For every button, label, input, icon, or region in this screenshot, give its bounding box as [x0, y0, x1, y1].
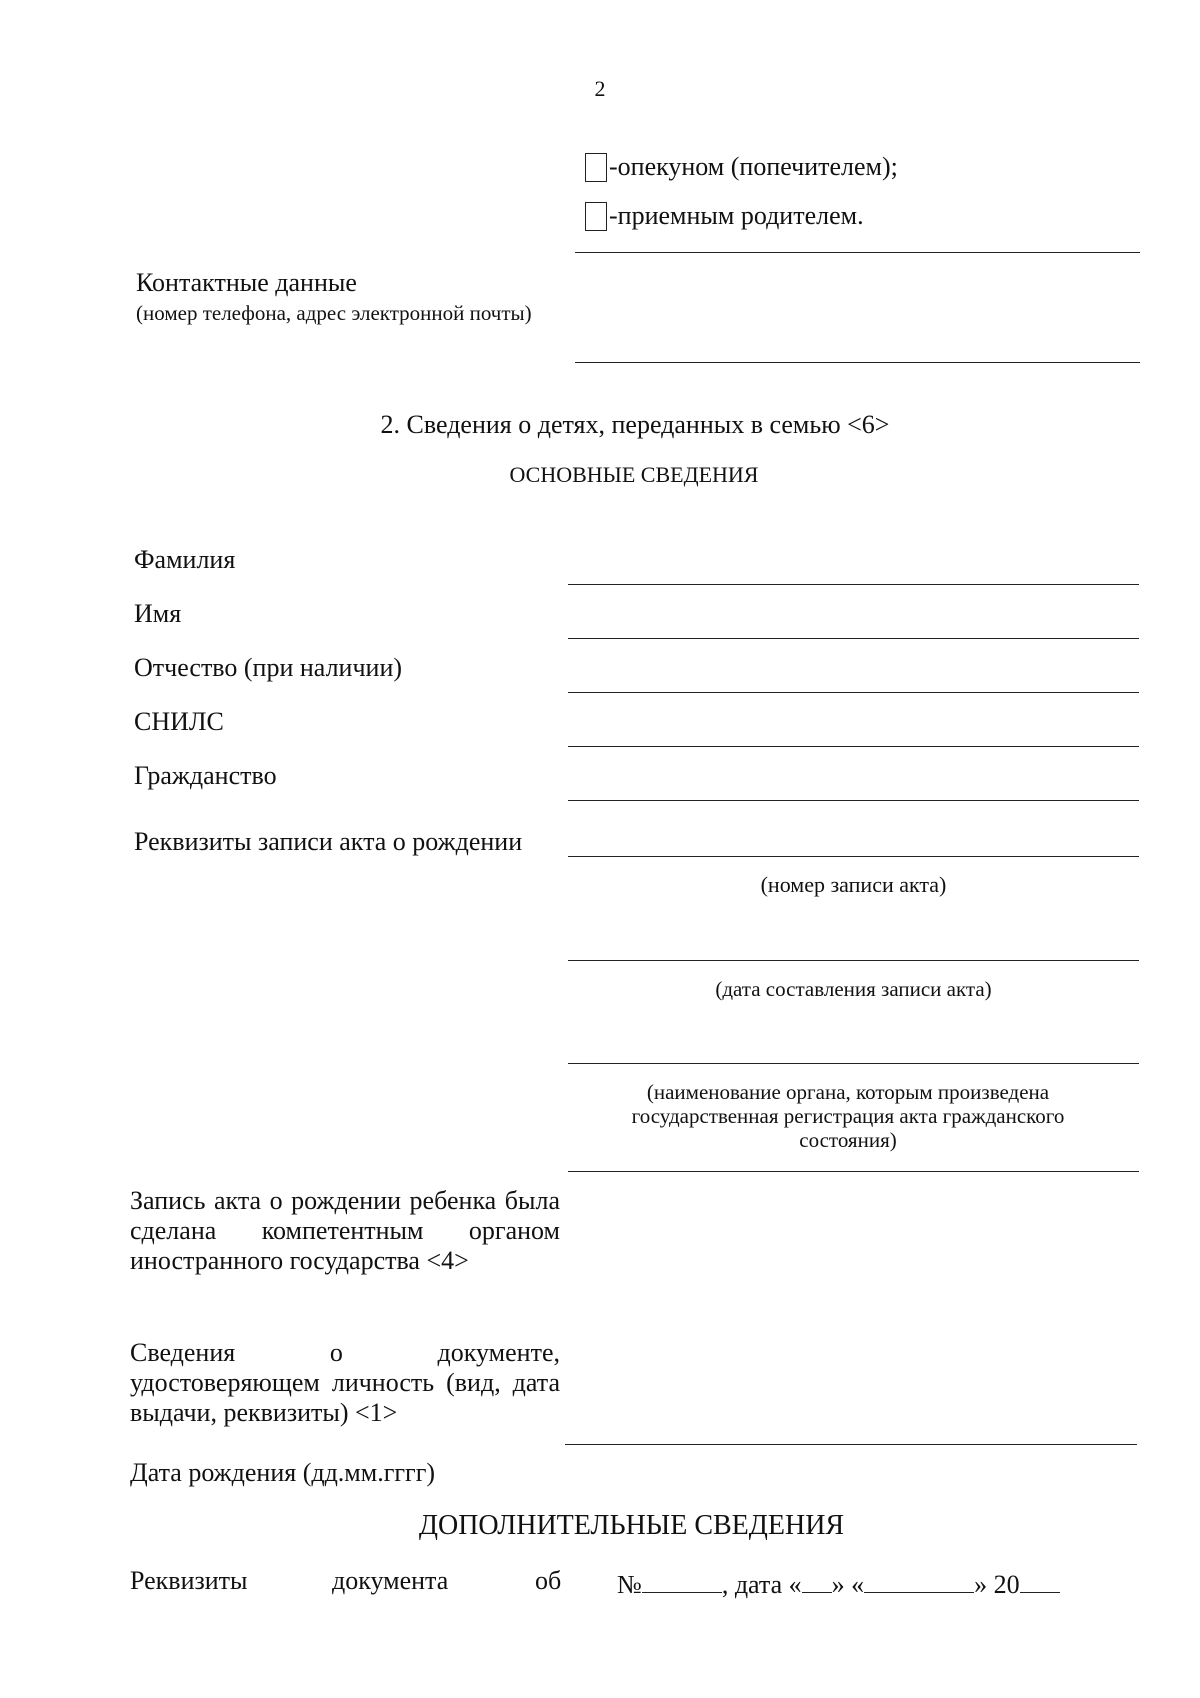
- checkbox-guardian[interactable]: [585, 153, 607, 182]
- record-date-input-line[interactable]: [568, 960, 1139, 961]
- date-text: , дата «: [721, 1570, 802, 1599]
- page-number: 2: [594, 76, 606, 101]
- snils-label: СНИЛС: [134, 707, 224, 736]
- month-input[interactable]: [864, 1566, 974, 1593]
- snils-input-line[interactable]: [568, 746, 1139, 747]
- divider-line: [575, 252, 1140, 253]
- record-authority-hint: (наименование органа, которым произведена государственная регистрация акта гражданского состояния): [631, 1080, 1065, 1152]
- contact-hint: (номер телефона, адрес электронной почты): [136, 301, 532, 325]
- surname-label: Фамилия: [134, 545, 236, 574]
- record-authority-bottom-line: [568, 1171, 1139, 1172]
- name-label: Имя: [134, 599, 182, 628]
- birth-date-label: Дата рождения (дд.мм.гггг): [130, 1458, 436, 1487]
- record-date-hint: (дата составления записи акта): [715, 977, 992, 1001]
- citizenship-label: Гражданство: [134, 761, 277, 790]
- checkbox-option-guardian[interactable]: [585, 152, 898, 182]
- record-number-input-line[interactable]: [568, 856, 1139, 857]
- quote-separator: » «: [831, 1570, 865, 1599]
- name-input-line[interactable]: [568, 638, 1139, 639]
- doc-label-word-3: об: [535, 1566, 562, 1595]
- record-authority-input-line[interactable]: [568, 1063, 1139, 1064]
- additional-title: ДОПОЛНИТЕЛЬНЫЕ СВЕДЕНИЯ: [418, 1510, 845, 1541]
- number-sign: №: [617, 1570, 642, 1599]
- year-input[interactable]: [1020, 1566, 1060, 1593]
- contact-label: Контактные данные: [136, 268, 357, 297]
- citizenship-input-line[interactable]: [568, 800, 1139, 801]
- birth-record-label: Реквизиты записи акта о рождении: [134, 827, 523, 856]
- year-text: » 20: [974, 1570, 1020, 1599]
- contact-input-line[interactable]: [575, 362, 1140, 363]
- section-subtitle: ОСНОВНЫЕ СВЕДЕНИЯ: [509, 462, 759, 487]
- id-document-input-line[interactable]: [565, 1444, 1137, 1445]
- checkbox-option-foster-parent[interactable]: [585, 201, 864, 231]
- doc-number-date-row: [617, 1566, 1060, 1600]
- doc-label-word-2: документа: [332, 1566, 449, 1595]
- section-title: 2. Сведения о детях, переданных в семью <6>: [380, 410, 890, 439]
- day-input[interactable]: [802, 1566, 832, 1593]
- patronymic-input-line[interactable]: [568, 692, 1139, 693]
- checkbox-foster-parent[interactable]: [585, 202, 607, 231]
- patronymic-label: Отчество (при наличии): [134, 653, 403, 682]
- doc-label-word-1: Реквизиты: [130, 1566, 248, 1595]
- id-document-label: Сведения о документе, удостоверяющем личность (вид, дата выдачи, реквизиты) <1>: [130, 1338, 560, 1427]
- record-number-hint: (номер записи акта): [760, 872, 947, 897]
- checkbox-foster-parent-label: -приемным родителем.: [609, 201, 864, 230]
- doc-number-input[interactable]: [642, 1566, 722, 1593]
- checkbox-guardian-label: -опекуном (попечителем);: [609, 152, 898, 181]
- foreign-record-label: Запись акта о рождении ребенка была сделана компетентным органом иностранного государства <4>: [130, 1186, 560, 1275]
- surname-input-line[interactable]: [568, 584, 1139, 585]
